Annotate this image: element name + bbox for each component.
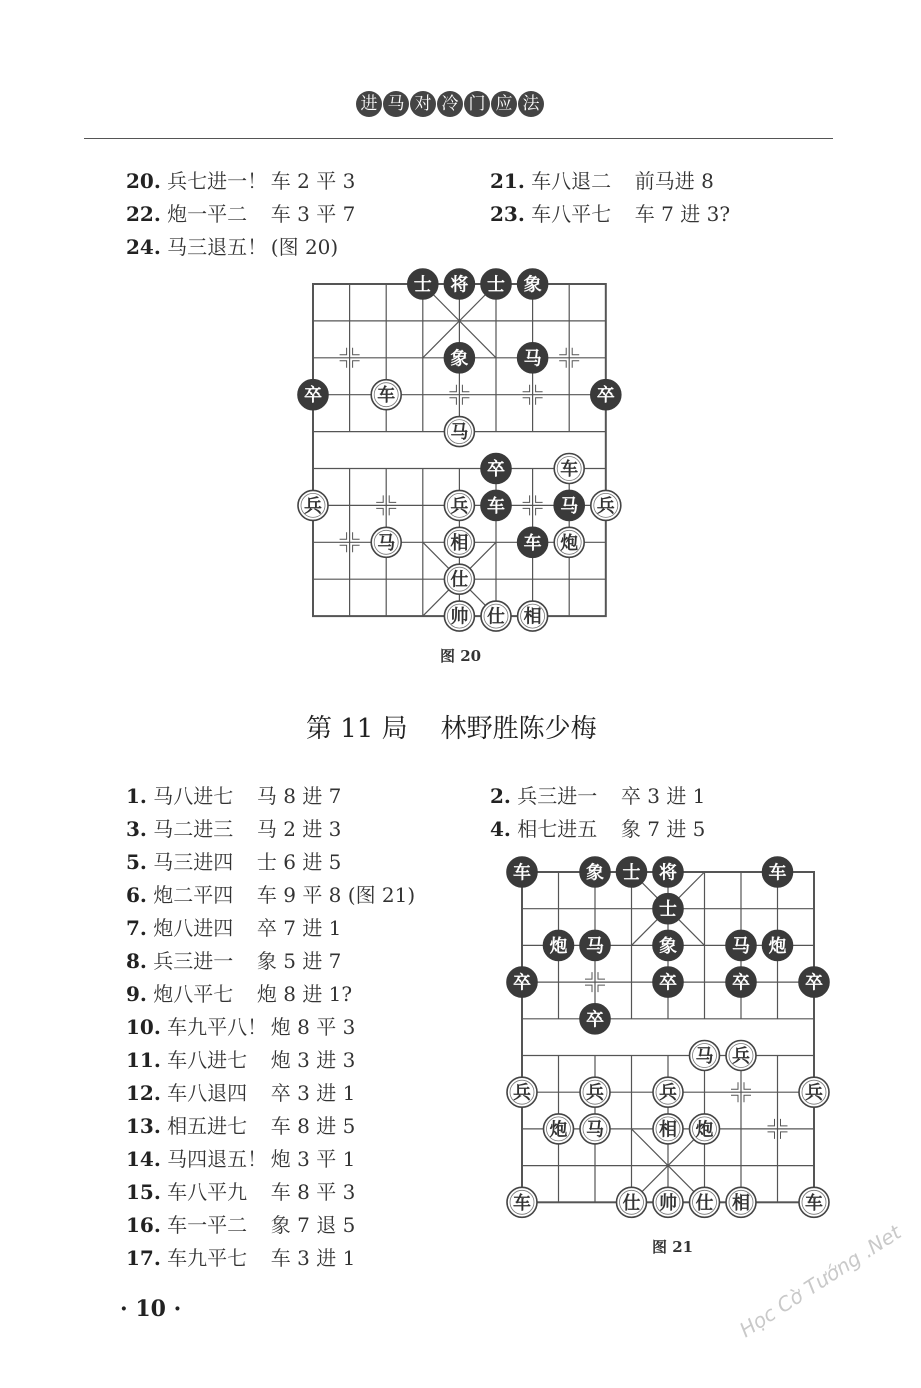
header-rule — [84, 138, 833, 139]
figure-20-caption: 图 20 — [440, 647, 482, 665]
red-move: 车一平二 — [160, 1213, 248, 1237]
point-mark — [376, 495, 383, 502]
point-mark — [523, 495, 530, 502]
move-number: 20. — [126, 169, 161, 193]
piece-label: 仕 — [695, 1192, 714, 1214]
piece-label: 相 — [523, 606, 542, 628]
black-move: 前马进 8 — [634, 169, 714, 193]
point-mark — [389, 508, 396, 515]
piece-label: 相 — [732, 1192, 750, 1214]
black-piece — [653, 930, 683, 960]
piece-label: 帅 — [659, 1192, 677, 1214]
red-piece — [690, 1187, 720, 1217]
red-move: 炮八进四 — [146, 916, 234, 940]
red-move: 车八退四 — [160, 1081, 248, 1105]
black-move: 士 6 进 5 — [256, 850, 342, 874]
point-mark — [376, 508, 383, 515]
red-move: 车八平七 — [524, 202, 612, 226]
piece-label: 卒 — [513, 972, 531, 994]
red-move: 马三退五！ — [160, 235, 268, 259]
point-mark — [353, 532, 360, 539]
header-title-char: 法 — [518, 91, 544, 117]
piece-label: 卒 — [586, 1009, 604, 1031]
black-piece — [763, 857, 793, 887]
black-piece — [481, 490, 511, 520]
move-number: 14. — [126, 1147, 161, 1171]
move-line — [490, 165, 714, 194]
piece-label: 卒 — [304, 385, 322, 407]
move-number: 22. — [126, 202, 161, 226]
piece-label: 兵 — [805, 1082, 823, 1104]
game-title: 第 11 局 林野胜陈少梅 — [306, 714, 597, 744]
red-piece — [690, 1041, 720, 1071]
point-mark — [449, 398, 456, 405]
piece-label: 车 — [513, 862, 531, 884]
move-line — [126, 1143, 355, 1172]
piece-label: 卒 — [596, 385, 615, 407]
piece-label: 相 — [659, 1119, 677, 1141]
point-mark — [585, 972, 592, 979]
point-mark — [536, 385, 543, 392]
point-mark — [731, 1095, 738, 1102]
red-piece — [580, 1077, 610, 1107]
red-piece — [799, 1077, 829, 1107]
black-move: 炮 8 进 1? — [256, 982, 353, 1006]
piece-label: 马 — [586, 935, 604, 957]
black-move: 车 9 平 8 (图 21) — [256, 883, 416, 907]
piece-label: 车 — [560, 458, 579, 480]
red-move: 马三进四 — [146, 850, 234, 874]
point-mark — [536, 508, 543, 515]
point-mark — [340, 532, 347, 539]
piece-label: 车 — [805, 1192, 823, 1214]
point-mark — [389, 495, 396, 502]
point-mark — [340, 361, 347, 368]
red-move: 车九平七 — [160, 1246, 248, 1270]
red-piece — [653, 1077, 683, 1107]
black-move: 车 8 平 3 — [270, 1180, 356, 1204]
red-piece — [518, 601, 548, 631]
red-piece — [298, 490, 328, 520]
point-mark — [559, 348, 566, 355]
piece-label: 马 — [695, 1045, 714, 1067]
point-mark — [572, 361, 579, 368]
point-mark — [572, 348, 579, 355]
black-move: 卒 7 进 1 — [256, 916, 342, 940]
black-move: 车 2 平 3 — [270, 169, 356, 193]
move-number: 15. — [126, 1180, 161, 1204]
move-number: 4. — [490, 817, 511, 841]
header-title-char: 冷 — [437, 91, 463, 117]
point-mark — [523, 508, 530, 515]
red-piece — [726, 1041, 756, 1071]
red-piece — [591, 490, 621, 520]
header-title-char: 门 — [464, 91, 490, 117]
piece-label: 士 — [659, 899, 677, 921]
piece-label: 卒 — [805, 972, 823, 994]
red-move: 马四退五！ — [160, 1147, 268, 1171]
piece-label: 马 — [523, 348, 542, 370]
red-move: 炮八平七 — [146, 982, 234, 1006]
piece-label: 车 — [768, 862, 787, 884]
point-mark — [744, 1082, 751, 1089]
black-move: 车 8 进 5 — [270, 1114, 356, 1138]
point-mark — [598, 985, 605, 992]
piece-label: 炮 — [695, 1119, 714, 1141]
point-mark — [781, 1132, 788, 1139]
piece-label: 炮 — [768, 935, 787, 957]
red-piece — [507, 1187, 537, 1217]
piece-label: 仕 — [487, 606, 505, 628]
header-title-char: 马 — [383, 91, 409, 117]
point-mark — [768, 1119, 775, 1126]
red-move: 车九平八！ — [160, 1015, 268, 1039]
move-number: 5. — [126, 850, 147, 874]
red-piece — [444, 601, 474, 631]
move-number: 12. — [126, 1081, 161, 1105]
point-mark — [353, 348, 360, 355]
move-number: 9. — [126, 982, 147, 1006]
move-number: 7. — [126, 916, 147, 940]
point-mark — [340, 545, 347, 552]
black-piece — [653, 967, 683, 997]
black-move: (图 20) — [270, 235, 339, 259]
piece-label: 象 — [523, 274, 542, 296]
move-line — [126, 1077, 355, 1106]
black-piece — [408, 269, 438, 299]
board-figure-21 — [500, 850, 840, 1222]
black-piece — [763, 930, 793, 960]
red-move: 兵七进一！ — [160, 169, 268, 193]
piece-label: 士 — [622, 862, 641, 884]
black-move: 卒 3 进 1 — [620, 784, 706, 808]
move-number: 11. — [126, 1048, 161, 1072]
point-mark — [523, 385, 530, 392]
black-move: 炮 3 平 1 — [270, 1147, 356, 1171]
black-piece — [481, 454, 511, 484]
red-piece — [544, 1114, 574, 1144]
black-move: 炮 3 进 3 — [270, 1048, 356, 1072]
move-line — [126, 978, 352, 1007]
red-piece — [444, 490, 474, 520]
black-piece — [518, 527, 548, 557]
piece-label: 马 — [450, 422, 469, 444]
black-move: 车 3 平 7 — [270, 202, 356, 226]
black-move: 马 8 进 7 — [256, 784, 342, 808]
red-move: 炮一平二 — [160, 202, 248, 226]
red-piece — [799, 1187, 829, 1217]
point-mark — [536, 495, 543, 502]
point-mark — [340, 348, 347, 355]
piece-label: 车 — [487, 495, 505, 517]
red-move: 马八进七 — [146, 784, 234, 808]
black-move: 象 7 进 5 — [620, 817, 706, 841]
move-line — [126, 1044, 355, 1073]
black-move: 象 5 进 7 — [256, 949, 342, 973]
piece-label: 兵 — [732, 1045, 750, 1067]
piece-label: 相 — [450, 532, 469, 554]
black-move: 车 7 进 3? — [634, 202, 731, 226]
piece-label: 马 — [560, 495, 579, 517]
move-number: 2. — [490, 784, 511, 808]
point-mark — [523, 398, 530, 405]
piece-label: 炮 — [560, 532, 579, 554]
move-line — [126, 879, 415, 908]
red-piece — [444, 564, 474, 594]
piece-label: 帅 — [450, 606, 469, 628]
point-mark — [744, 1095, 751, 1102]
point-mark — [462, 385, 469, 392]
red-piece — [617, 1187, 647, 1217]
red-move: 兵三进一 — [510, 784, 598, 808]
black-piece — [298, 380, 328, 410]
red-piece — [444, 417, 474, 447]
black-piece — [591, 380, 621, 410]
red-move: 车八平九 — [160, 1180, 248, 1204]
header-title-char: 进 — [356, 91, 382, 117]
point-mark — [585, 985, 592, 992]
piece-label: 兵 — [450, 495, 469, 517]
black-move: 卒 3 进 1 — [270, 1081, 356, 1105]
piece-label: 车 — [513, 1192, 531, 1214]
piece-label: 象 — [450, 348, 469, 370]
point-mark — [559, 361, 566, 368]
piece-label: 炮 — [549, 935, 568, 957]
red-move: 相七进五 — [510, 817, 598, 841]
move-line — [126, 1176, 355, 1205]
black-move: 炮 8 平 3 — [270, 1015, 356, 1039]
board-figure-20 — [295, 265, 625, 635]
piece-label: 兵 — [659, 1082, 677, 1104]
point-mark — [462, 398, 469, 405]
piece-label: 卒 — [732, 972, 750, 994]
piece-label: 象 — [659, 935, 677, 957]
red-move: 相五进七 — [160, 1114, 248, 1138]
red-move: 车八进七 — [160, 1048, 248, 1072]
move-line — [126, 945, 341, 974]
move-number: 21. — [490, 169, 525, 193]
move-line — [126, 1209, 355, 1238]
move-line — [126, 1011, 355, 1040]
red-piece — [371, 527, 401, 557]
piece-label: 象 — [586, 862, 604, 884]
red-piece — [580, 1114, 610, 1144]
move-number: 13. — [126, 1114, 161, 1138]
move-number: 6. — [126, 883, 147, 907]
black-piece — [653, 894, 683, 924]
red-piece — [371, 380, 401, 410]
move-number: 23. — [490, 202, 525, 226]
red-move: 炮二平四 — [146, 883, 234, 907]
move-number: 8. — [126, 949, 147, 973]
move-line — [126, 231, 338, 260]
point-mark — [781, 1119, 788, 1126]
red-piece — [554, 454, 584, 484]
black-move: 象 7 退 5 — [270, 1213, 356, 1237]
point-mark — [598, 972, 605, 979]
page-number: · 10 · — [120, 1296, 182, 1322]
move-line — [126, 165, 355, 194]
move-line — [126, 1242, 355, 1271]
piece-label: 士 — [487, 274, 505, 296]
point-mark — [353, 361, 360, 368]
piece-label: 兵 — [513, 1082, 531, 1104]
piece-label: 仕 — [622, 1192, 641, 1214]
move-line — [126, 198, 355, 227]
black-piece — [444, 269, 474, 299]
red-piece — [481, 601, 511, 631]
header-title — [356, 91, 545, 117]
move-line — [490, 813, 705, 842]
piece-label: 马 — [377, 532, 396, 554]
move-line — [126, 813, 341, 842]
point-mark — [731, 1082, 738, 1089]
move-number: 10. — [126, 1015, 161, 1039]
piece-label: 马 — [732, 935, 750, 957]
black-move: 马 2 进 3 — [256, 817, 342, 841]
black-piece — [726, 967, 756, 997]
black-piece — [580, 1004, 610, 1034]
red-move: 马二进三 — [146, 817, 234, 841]
move-line — [126, 780, 341, 809]
black-piece — [481, 269, 511, 299]
red-move: 车八退二 — [524, 169, 612, 193]
piece-label: 车 — [377, 385, 396, 407]
black-piece — [799, 967, 829, 997]
black-piece — [507, 967, 537, 997]
move-line — [490, 198, 730, 227]
piece-label: 车 — [523, 532, 542, 554]
black-piece — [580, 857, 610, 887]
piece-label: 兵 — [586, 1082, 604, 1104]
header-title-char: 应 — [491, 91, 517, 117]
piece-label: 卒 — [659, 972, 677, 994]
move-line — [490, 780, 705, 809]
move-line — [126, 846, 341, 875]
black-piece — [444, 343, 474, 373]
piece-label: 将 — [659, 862, 677, 884]
black-piece — [554, 490, 584, 520]
black-piece — [518, 269, 548, 299]
watermark: Học Cờ Tướng .Net — [735, 1219, 906, 1343]
piece-label: 卒 — [487, 458, 505, 480]
black-piece — [617, 857, 647, 887]
point-mark — [768, 1132, 775, 1139]
point-mark — [449, 385, 456, 392]
black-piece — [507, 857, 537, 887]
move-line — [126, 912, 341, 941]
red-piece — [444, 527, 474, 557]
move-number: 17. — [126, 1246, 161, 1270]
figure-21-caption: 图 21 — [652, 1238, 694, 1256]
point-mark — [536, 398, 543, 405]
red-piece — [726, 1187, 756, 1217]
black-move: 车 3 进 1 — [270, 1246, 356, 1270]
red-piece — [653, 1114, 683, 1144]
move-number: 16. — [126, 1213, 161, 1237]
red-piece — [690, 1114, 720, 1144]
red-move: 兵三进一 — [146, 949, 234, 973]
point-mark — [353, 545, 360, 552]
red-piece — [507, 1077, 537, 1107]
move-number: 1. — [126, 784, 147, 808]
header-title-char: 对 — [410, 91, 436, 117]
piece-label: 马 — [586, 1119, 604, 1141]
piece-label: 仕 — [450, 569, 469, 591]
black-piece — [726, 930, 756, 960]
piece-label: 士 — [413, 274, 432, 296]
move-number: 24. — [126, 235, 161, 259]
move-line — [126, 1110, 355, 1139]
piece-label: 兵 — [304, 495, 322, 517]
move-number: 3. — [126, 817, 147, 841]
piece-label: 炮 — [549, 1119, 568, 1141]
piece-label: 兵 — [596, 495, 615, 517]
black-piece — [544, 930, 574, 960]
black-piece — [653, 857, 683, 887]
black-piece — [580, 930, 610, 960]
red-piece — [653, 1187, 683, 1217]
black-piece — [518, 343, 548, 373]
piece-label: 将 — [450, 274, 469, 296]
red-piece — [554, 527, 584, 557]
